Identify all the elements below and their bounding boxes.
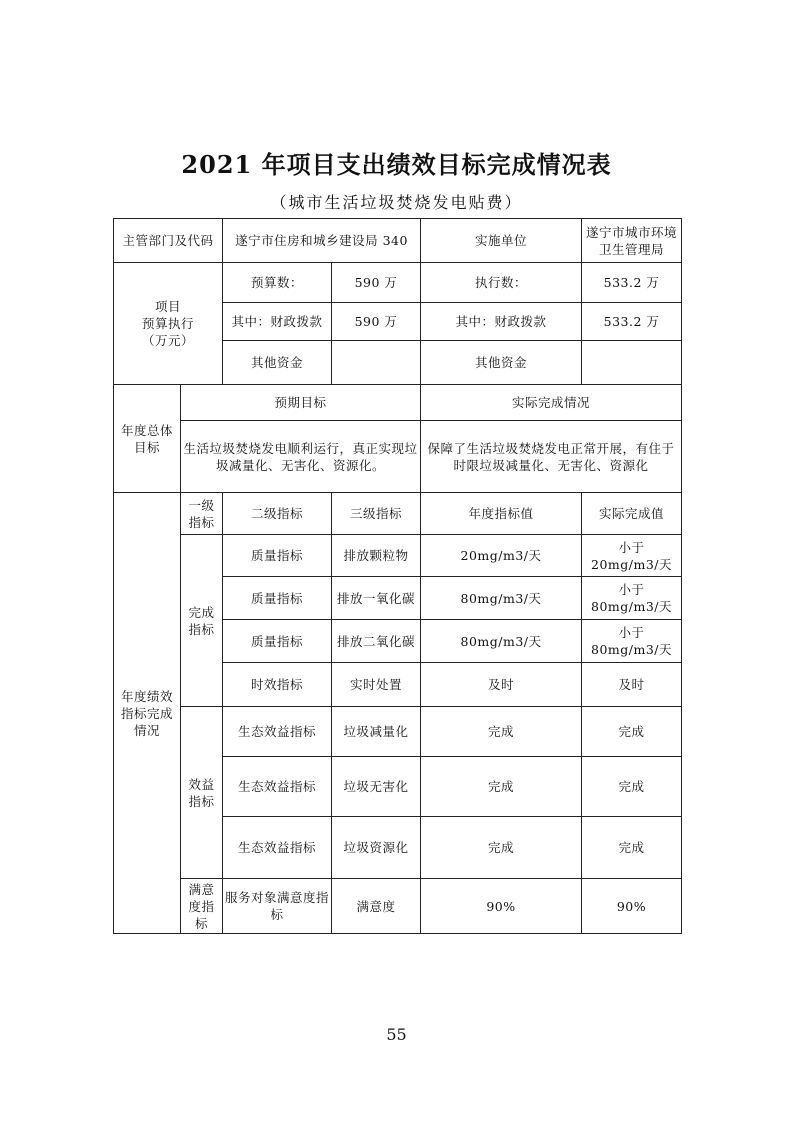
level3-cell: 垃圾资源化 <box>332 817 421 879</box>
actual-cell: 90% <box>582 879 682 934</box>
actual-goal-text: 保障了生活垃圾焚烧发电正常开展，有住于时限垃圾减量化、无害化、资源化 <box>421 421 682 493</box>
target-cell: 80mg/m3/天 <box>421 620 582 663</box>
other-funds-exec-value <box>582 341 682 385</box>
page-title: 2021 年项目支出绩效目标完成情况表 <box>181 150 612 179</box>
target-cell: 完成 <box>421 757 582 817</box>
table-row <box>114 879 682 934</box>
col-level1-header: 一级 指标 <box>181 493 223 535</box>
actual-goal-header: 实际完成情况 <box>421 385 682 421</box>
level3-cell: 实时处置 <box>332 663 421 707</box>
level3-cell: 排放一氧化碳 <box>332 577 421 620</box>
level3-cell: 排放二氧化碳 <box>332 620 421 663</box>
target-cell: 及时 <box>421 663 582 707</box>
impl-value: 遂宁市城市环境卫生管理局 <box>582 219 682 263</box>
group-benefit-label: 效益 指标 <box>181 707 223 879</box>
expected-goal-text: 生活垃圾焚烧发电顺利运行，真正实现垃圾减量化、无害化、资源化。 <box>181 421 421 493</box>
level3-cell: 垃圾减量化 <box>332 707 421 757</box>
level2-cell: 服务对象满意度指标 <box>223 879 332 934</box>
group-output-label: 完成 指标 <box>181 535 223 707</box>
goals-content-row <box>114 421 682 493</box>
actual-cell: 小于 80mg/m3/天 <box>582 577 682 620</box>
actual-cell: 及时 <box>582 663 682 707</box>
target-cell: 完成 <box>421 817 582 879</box>
other-funds-label: 其他资金 <box>223 341 332 385</box>
actual-cell: 小于 80mg/m3/天 <box>582 620 682 663</box>
fiscal-label-exec: 其中：财政拨款 <box>421 303 582 341</box>
level2-cell: 生态效益指标 <box>223 817 332 879</box>
level3-cell: 垃圾无害化 <box>332 757 421 817</box>
performance-table <box>113 218 682 934</box>
level3-cell: 满意度 <box>332 879 421 934</box>
level2-cell: 时效指标 <box>223 663 332 707</box>
budget-label: 预算数： <box>223 263 332 303</box>
actual-cell: 完成 <box>582 757 682 817</box>
other-funds-label-exec: 其他资金 <box>421 341 582 385</box>
indicator-header-row <box>114 493 682 535</box>
budget-section-label: 项目 预算执行 （万元） <box>114 263 223 385</box>
page-subtitle: （城市生活垃圾焚烧发电贴费） <box>270 193 523 212</box>
department-row <box>114 219 682 263</box>
col-level2-header: 二级指标 <box>223 493 332 535</box>
dept-value: 遂宁市住房和城乡建设局 340 <box>223 219 421 263</box>
page-number: 55 <box>386 1025 407 1044</box>
col-level3-header: 三级指标 <box>332 493 421 535</box>
exec-label: 执行数： <box>421 263 582 303</box>
level2-cell: 生态效益指标 <box>223 707 332 757</box>
level2-cell: 质量指标 <box>223 535 332 577</box>
goals-section-label: 年度总体 目标 <box>114 385 181 493</box>
other-funds-budget-value <box>332 341 421 385</box>
level2-cell: 生态效益指标 <box>223 757 332 817</box>
goals-header-row <box>114 385 682 421</box>
actual-cell: 完成 <box>582 707 682 757</box>
group-satisfaction-label: 满意 度指 标 <box>181 879 223 934</box>
dept-label: 主管部门及代码 <box>114 219 223 263</box>
expected-goal-header: 预期目标 <box>181 385 421 421</box>
budget-value: 590 万 <box>332 263 421 303</box>
fiscal-label: 其中：财政拨款 <box>223 303 332 341</box>
col-actual-header: 实际完成值 <box>582 493 682 535</box>
table-row <box>114 535 682 577</box>
actual-cell: 完成 <box>582 817 682 879</box>
fiscal-budget-value: 590 万 <box>332 303 421 341</box>
level2-cell: 质量指标 <box>223 620 332 663</box>
indicators-section-label: 年度绩效 指标完成 情况 <box>114 493 181 934</box>
col-target-header: 年度指标值 <box>421 493 582 535</box>
exec-value: 533.2 万 <box>582 263 682 303</box>
level2-cell: 质量指标 <box>223 577 332 620</box>
actual-cell: 小于 20mg/m3/天 <box>582 535 682 577</box>
target-cell: 20mg/m3/天 <box>421 535 582 577</box>
impl-label: 实施单位 <box>421 219 582 263</box>
budget-row <box>114 263 682 303</box>
fiscal-exec-value: 533.2 万 <box>582 303 682 341</box>
target-cell: 完成 <box>421 707 582 757</box>
level3-cell: 排放颗粒物 <box>332 535 421 577</box>
table-row <box>114 707 682 757</box>
target-cell: 80mg/m3/天 <box>421 577 582 620</box>
target-cell: 90% <box>421 879 582 934</box>
